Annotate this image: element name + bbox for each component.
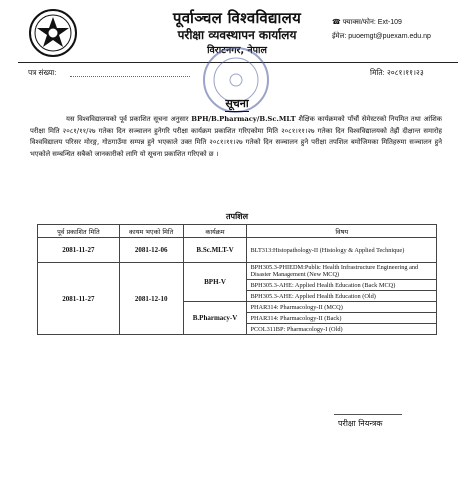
subject-cell: PCOL311BP: Pharmacology-I (Old) <box>247 324 437 335</box>
program-cell: B.Sc.MLT-V <box>183 238 247 263</box>
office-location: विराटनगर, नेपाल <box>207 45 267 56</box>
university-name: पूर्वाञ्चल विश्वविद्यालय <box>172 9 302 27</box>
reference-dotted-line <box>70 76 190 77</box>
table-header-row <box>38 225 437 238</box>
subject-cell: BPH305.3-PHIEDM:Public Health Infrastructure Engineering and Disaster Management (New MCQ) <box>247 263 437 280</box>
date-label: मिति: <box>370 68 385 77</box>
table-row <box>38 263 437 280</box>
phone-icon: ☎ <box>332 19 341 26</box>
subject-cell: BPH305.3-AHE: Applied Health Education (Old) <box>247 291 437 302</box>
signature-title: परीक्षा नियन्त्रक <box>338 419 383 428</box>
new-date-cell: 2081-12-06 <box>119 238 183 263</box>
schedule-table <box>37 224 437 335</box>
subject-cell: BLT313:Histopathology-II (Histology & Applied Technique) <box>247 238 437 263</box>
email-info <box>332 32 431 41</box>
reference-label: पत्र संख्या: <box>28 68 57 77</box>
header-program: कार्यक्रम <box>183 225 247 238</box>
email-label: ईमेल: <box>332 33 347 40</box>
details-title: तपशिल <box>225 212 249 221</box>
body-programs: BPH/B.Pharmacy/B.Sc.MLT <box>191 115 296 123</box>
phone-label: फ्याक्स/फोन: <box>342 19 376 26</box>
office-name: परीक्षा व्यवस्थापन कार्यालय <box>177 28 297 42</box>
body-main: शैक्षिक कार्यक्रमको पाँचौं सेमेस्टरको नियमित तथा आंशिक परीक्षा मिति २०८१/११/२७ गतेका दिन सञ्चालन हुनेगरि परीक्षा कार्यक्रम प्रकाशित गरिएकोमा मिति २०८१।११।२७ गतेका दिन विश्वविद्यालयको तेह्रौं दीक्षान्त समारोह विश्वविद्यालय परिसर मोरङ्ग, गोठगाउँमा सम्पन्न हुने भएकाले उक्त मिति २०८१।११।२७ गतेको दिन सञ्चालन हुने परीक्षा तपशिल बमोजिमका मितिहरुमा सञ्चालन हुने भएकोले सम्बन्धित सबैको जानकारीको लागि यो सूचना प्रकाशित गरिएको छ । <box>30 115 442 158</box>
notice-date <box>370 68 424 78</box>
program-cell: B.Pharmacy-V <box>183 302 247 335</box>
date-value: २०८१।११।२३ <box>386 68 424 77</box>
reference-number <box>28 68 56 78</box>
new-date-cell: 2081-12-10 <box>119 263 183 335</box>
header-subject: विषय <box>247 225 437 238</box>
phone-extension: Ext-109 <box>377 19 402 26</box>
program-cell: BPH-V <box>183 263 247 302</box>
header-new-date: कायम भएको मिति <box>119 225 183 238</box>
signature-line <box>334 414 402 415</box>
notice-title: सूचना <box>225 97 249 110</box>
subject-cell: BPH305.3-AHE: Applied Health Education (Back MCQ) <box>247 280 437 291</box>
body-intro: यस विश्वविद्यालयको पूर्व प्रकाशित सूचना अनुसार <box>66 115 189 123</box>
subject-cell: PHAR314: Pharmacology-II (MCQ) <box>247 302 437 313</box>
table-row <box>38 238 437 263</box>
subject-cell: PHAR314: Pharmacology-II (Back) <box>247 313 437 324</box>
notice-body <box>30 114 442 160</box>
previous-date-cell: 2081-11-27 <box>38 263 120 335</box>
previous-date-cell: 2081-11-27 <box>38 238 120 263</box>
header-previous-date: पूर्व प्रकाशित मिति <box>38 225 120 238</box>
phone-info <box>332 18 402 27</box>
email-address[interactable]: puoemgt@puexam.edu.np <box>348 33 431 40</box>
